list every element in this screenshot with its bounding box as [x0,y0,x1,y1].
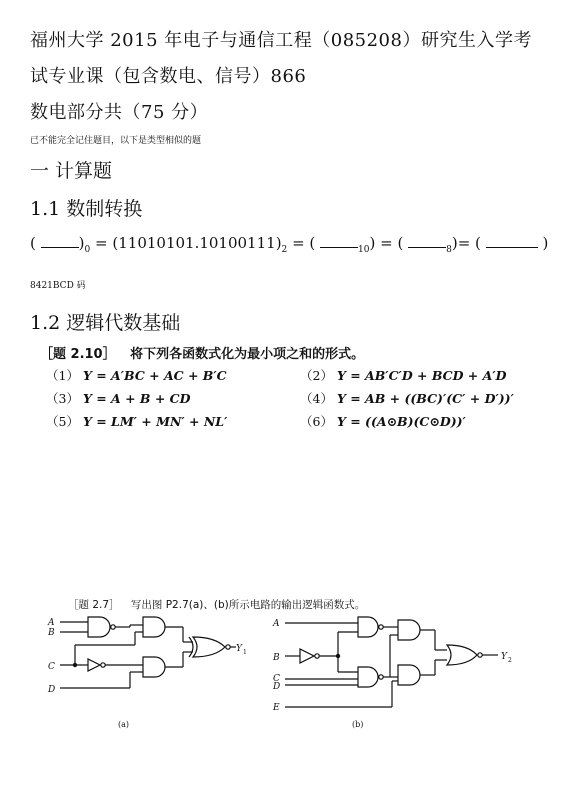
header-line-2: 试专业课（包含数电、信号）866 [30,66,307,87]
nand-gate-b1 [358,617,378,637]
label-a-in-a: A [48,618,55,628]
inverter-b [300,649,314,663]
xnor-gate-a [193,637,225,657]
equals-2: = ( [292,234,316,252]
label-a-out: Y [236,644,242,654]
label-b-in-d: D [273,682,281,692]
binary-value: (11010101.10100111) [112,234,282,252]
paren-open-1: ( [30,234,36,252]
item-expression: Y = A + B + CD [82,391,191,406]
problem-2-10-text: 将下列各函数式化为最小项之和的形式。 [130,347,365,362]
header-line-1: 福州大学 2015 年电子与通信工程（085208）研究生入学考 [30,30,532,51]
item-number: （6） [300,414,333,429]
label-b-in-e: E [273,703,280,713]
equals-3: = ( [380,234,404,252]
item-number: （4） [300,391,333,406]
caption-a: (a) [118,720,130,729]
item-expression: Y = AB + ((BC)′(C′ + D′))′ [336,391,514,406]
subsection-title-1-1: 1.1 数制转换 [30,198,143,220]
section-title: 一 计算题 [30,160,113,182]
problem-2-10-label: ［题 2.10］ [40,347,116,362]
label-a-in-d: D [48,685,56,695]
bubble [111,625,115,629]
label-b-in-b: B [273,653,280,663]
and-gate-a3 [143,657,165,677]
item-expression: Y = ((A⊙B)(C⊙D))′ [336,414,466,429]
header-line-3: 数电部分共（75 分） [30,102,209,123]
caption-b: (b) [352,720,364,729]
item-number: （5） [46,414,79,429]
and-gate-b2 [398,620,420,640]
circuit-b [285,617,498,707]
base-2: 2 [281,245,288,255]
item-number: （3） [46,391,79,406]
item-expression: Y = AB′C′D + BCD + A′D [336,368,507,383]
nand-gate-b3 [358,667,378,687]
item-number: （2） [300,368,333,383]
equals-1: = [95,234,108,252]
label-b-out-sub: 2 [508,657,512,664]
circuit-a [60,617,236,688]
and-gate-b4 [398,665,420,685]
nor-gate-b [447,645,477,665]
base-8: 8 [446,245,452,255]
subsection-title-1-2: 1.2 逻辑代数基础 [30,312,181,334]
item-expression: Y = A′BC + AC + B′C [82,368,227,383]
problem-2-7-text: 写出图 P2.7(a)、(b)所示电路的输出逻辑函数式。 [130,599,366,611]
bcd-note: 8421BCD 码 [30,281,86,291]
paren-close-final: ) [542,234,549,252]
header-note: 已不能完全记住题目，以下是类型相似的题 [30,136,202,146]
item-expression: Y = LM′ + MN′ + NL′ [82,414,228,429]
base-1: 0 [84,245,91,255]
paren-close-1: ) [78,234,85,252]
label-b-in-a: A [273,619,280,629]
nand-gate-a1 [88,617,110,637]
label-a-in-c: C [48,662,55,672]
item-number: （1） [46,368,79,383]
label-b-in-c: C [273,674,280,684]
label-a-in-b: B [48,628,55,638]
paren-close-3: ) [369,234,376,252]
equals-4: )= ( [451,234,481,252]
base-10: 10 [358,245,370,255]
label-a-out-sub: 1 [243,649,247,656]
and-gate-a2 [143,617,165,637]
label-b-out: Y [501,652,507,662]
problem-2-7-label: ［题 2.7］ [68,599,120,611]
inverter-a [88,659,100,671]
